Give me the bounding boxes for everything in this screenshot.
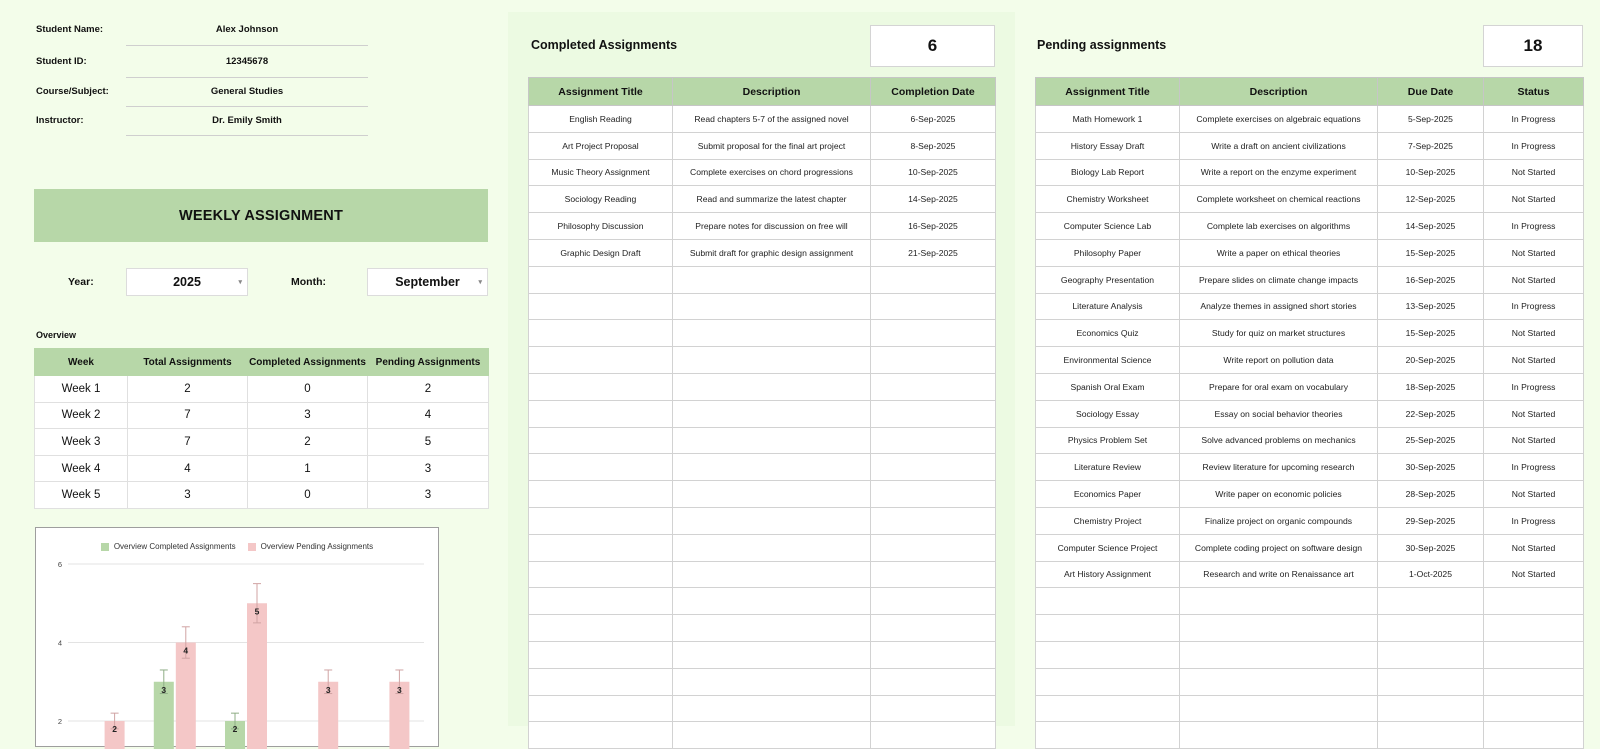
table-cell[interactable] bbox=[871, 454, 996, 481]
table-cell[interactable]: 2 bbox=[368, 376, 489, 403]
table-row bbox=[1036, 293, 1584, 320]
table-cell[interactable] bbox=[871, 320, 996, 347]
table-cell[interactable]: Write report on pollution data bbox=[1180, 347, 1378, 374]
column-header: Pending Assignments bbox=[368, 349, 489, 376]
completed-table bbox=[528, 77, 996, 749]
empty-table-row bbox=[529, 615, 996, 642]
table-row bbox=[1036, 266, 1584, 293]
column-header: Due Date bbox=[1378, 78, 1484, 106]
table-cell[interactable] bbox=[871, 507, 996, 534]
empty-table-row bbox=[1036, 668, 1584, 695]
table-cell[interactable] bbox=[529, 481, 673, 508]
empty-table-row bbox=[529, 534, 996, 561]
table-cell[interactable]: 1 bbox=[248, 455, 368, 482]
table-cell[interactable] bbox=[673, 561, 871, 588]
table-cell[interactable]: Essay on social behavior theories bbox=[1180, 400, 1378, 427]
column-header: Assignment Title bbox=[529, 78, 673, 106]
table-cell[interactable]: Philosophy Paper bbox=[1036, 239, 1180, 266]
month-value: September bbox=[395, 275, 460, 289]
svg-text:2: 2 bbox=[233, 724, 238, 734]
divider bbox=[126, 135, 368, 136]
table-row bbox=[1036, 213, 1584, 240]
table-cell[interactable] bbox=[673, 373, 871, 400]
table-cell[interactable]: 16-Sep-2025 bbox=[871, 213, 996, 240]
table-cell[interactable] bbox=[871, 266, 996, 293]
empty-table-row bbox=[529, 400, 996, 427]
table-cell[interactable]: In Progress bbox=[1484, 213, 1584, 240]
table-cell[interactable] bbox=[529, 427, 673, 454]
empty-table-row bbox=[529, 454, 996, 481]
column-header: Assignment Title bbox=[1036, 78, 1180, 106]
table-cell[interactable]: In Progress bbox=[1484, 454, 1584, 481]
table-cell[interactable]: 13-Sep-2025 bbox=[1378, 293, 1484, 320]
table-cell[interactable]: Chemistry Worksheet bbox=[1036, 186, 1180, 213]
table-row bbox=[1036, 132, 1584, 159]
chevron-down-icon: ▾ bbox=[478, 278, 482, 286]
svg-text:2: 2 bbox=[112, 724, 117, 734]
divider bbox=[126, 45, 368, 46]
table-header-row bbox=[35, 349, 489, 376]
table-row bbox=[35, 455, 489, 482]
table-cell[interactable]: 7 bbox=[128, 402, 248, 429]
table-cell[interactable]: Art Project Proposal bbox=[529, 132, 673, 159]
empty-table-row bbox=[529, 373, 996, 400]
table-row bbox=[35, 376, 489, 403]
table-cell[interactable] bbox=[529, 373, 673, 400]
instructor-value[interactable]: Dr. Emily Smith bbox=[126, 115, 368, 126]
table-cell[interactable] bbox=[1180, 668, 1378, 695]
table-cell[interactable]: 14-Sep-2025 bbox=[1378, 213, 1484, 240]
table-cell[interactable] bbox=[673, 641, 871, 668]
table-cell[interactable] bbox=[673, 427, 871, 454]
chevron-down-icon: ▾ bbox=[238, 278, 242, 286]
table-cell[interactable] bbox=[871, 373, 996, 400]
table-cell[interactable] bbox=[871, 561, 996, 588]
table-cell[interactable] bbox=[529, 400, 673, 427]
pending-title: Pending assignments bbox=[1037, 38, 1166, 52]
table-cell[interactable] bbox=[871, 481, 996, 508]
table-cell[interactable] bbox=[1484, 722, 1584, 749]
pending-count[interactable]: 18 bbox=[1483, 25, 1583, 67]
table-row bbox=[35, 402, 489, 429]
table-cell[interactable]: Complete exercises on chord progressions bbox=[673, 159, 871, 186]
table-cell[interactable]: Submit draft for graphic design assignment bbox=[673, 239, 871, 266]
table-cell[interactable]: 1-Oct-2025 bbox=[1378, 561, 1484, 588]
table-cell[interactable] bbox=[871, 615, 996, 642]
legend-label: Overview Completed Assignments bbox=[114, 542, 236, 551]
svg-text:2: 2 bbox=[58, 717, 62, 726]
table-cell[interactable] bbox=[1036, 668, 1180, 695]
divider bbox=[126, 106, 368, 107]
table-cell[interactable]: Math Homework 1 bbox=[1036, 106, 1180, 133]
table-cell[interactable] bbox=[871, 641, 996, 668]
empty-table-row bbox=[529, 347, 996, 374]
table-cell[interactable]: Submit proposal for the final art project bbox=[673, 132, 871, 159]
table-cell[interactable]: In Progress bbox=[1484, 507, 1584, 534]
table-row bbox=[1036, 239, 1584, 266]
table-cell[interactable]: Prepare notes for discussion on free will bbox=[673, 213, 871, 240]
table-cell[interactable]: Not Started bbox=[1484, 427, 1584, 454]
table-cell[interactable]: Not Started bbox=[1484, 347, 1584, 374]
table-cell[interactable]: Literature Analysis bbox=[1036, 293, 1180, 320]
table-cell[interactable] bbox=[529, 695, 673, 722]
table-row bbox=[529, 132, 996, 159]
table-cell[interactable] bbox=[673, 534, 871, 561]
empty-table-row bbox=[1036, 615, 1584, 642]
table-cell[interactable] bbox=[673, 722, 871, 749]
table-cell[interactable]: 25-Sep-2025 bbox=[1378, 427, 1484, 454]
overview-table bbox=[34, 348, 489, 509]
month-label: Month: bbox=[291, 276, 326, 288]
weekly-assignment-banner: WEEKLY ASSIGNMENT bbox=[34, 189, 488, 242]
table-cell[interactable]: Read and summarize the latest chapter bbox=[673, 186, 871, 213]
table-cell[interactable]: 10-Sep-2025 bbox=[1378, 159, 1484, 186]
table-header-row bbox=[529, 78, 996, 106]
table-row bbox=[1036, 481, 1584, 508]
table-cell[interactable]: In Progress bbox=[1484, 106, 1584, 133]
table-cell[interactable]: Research and write on Renaissance art bbox=[1180, 561, 1378, 588]
table-cell[interactable] bbox=[1036, 695, 1180, 722]
table-cell[interactable] bbox=[1036, 641, 1180, 668]
table-cell[interactable]: Biology Lab Report bbox=[1036, 159, 1180, 186]
table-cell[interactable]: 2 bbox=[128, 376, 248, 403]
chart-plot bbox=[36, 528, 440, 748]
table-cell[interactable]: Week 1 bbox=[35, 376, 128, 403]
legend-label: Overview Pending Assignments bbox=[261, 542, 374, 551]
svg-text:3: 3 bbox=[326, 685, 331, 695]
table-cell[interactable]: 0 bbox=[248, 482, 368, 509]
table-cell[interactable] bbox=[1484, 588, 1584, 615]
table-cell[interactable]: Chemistry Project bbox=[1036, 507, 1180, 534]
column-header: Description bbox=[673, 78, 871, 106]
table-row bbox=[1036, 427, 1584, 454]
empty-table-row bbox=[529, 641, 996, 668]
month-dropdown[interactable] bbox=[367, 268, 488, 296]
table-cell[interactable]: 6-Sep-2025 bbox=[871, 106, 996, 133]
student-name-label: Student Name: bbox=[36, 24, 103, 35]
table-cell[interactable] bbox=[673, 588, 871, 615]
table-cell[interactable] bbox=[673, 266, 871, 293]
table-cell[interactable] bbox=[1484, 668, 1584, 695]
table-cell[interactable]: 29-Sep-2025 bbox=[1378, 507, 1484, 534]
table-cell[interactable] bbox=[1378, 668, 1484, 695]
table-cell[interactable]: In Progress bbox=[1484, 293, 1584, 320]
table-header-row bbox=[1036, 78, 1584, 106]
table-cell[interactable] bbox=[529, 615, 673, 642]
table-cell[interactable] bbox=[871, 695, 996, 722]
table-cell[interactable] bbox=[673, 293, 871, 320]
empty-table-row bbox=[1036, 588, 1584, 615]
table-cell[interactable]: Spanish Oral Exam bbox=[1036, 373, 1180, 400]
table-cell[interactable]: Not Started bbox=[1484, 320, 1584, 347]
table-cell[interactable]: Economics Paper bbox=[1036, 481, 1180, 508]
table-row bbox=[35, 429, 489, 456]
empty-table-row bbox=[529, 481, 996, 508]
table-row bbox=[1036, 534, 1584, 561]
column-header: Status bbox=[1484, 78, 1584, 106]
table-cell[interactable] bbox=[1484, 695, 1584, 722]
table-cell[interactable] bbox=[673, 454, 871, 481]
pending-table bbox=[1035, 77, 1584, 749]
table-cell[interactable]: Sociology Essay bbox=[1036, 400, 1180, 427]
table-cell[interactable] bbox=[673, 507, 871, 534]
divider bbox=[126, 77, 368, 78]
table-cell[interactable] bbox=[871, 722, 996, 749]
table-row bbox=[1036, 561, 1584, 588]
empty-table-row bbox=[1036, 722, 1584, 749]
table-cell[interactable]: 16-Sep-2025 bbox=[1378, 266, 1484, 293]
instructor-label: Instructor: bbox=[36, 115, 84, 126]
table-cell[interactable] bbox=[529, 534, 673, 561]
table-cell[interactable]: Sociology Reading bbox=[529, 186, 673, 213]
table-row bbox=[529, 213, 996, 240]
empty-table-row bbox=[529, 561, 996, 588]
table-cell[interactable] bbox=[1378, 641, 1484, 668]
table-cell[interactable] bbox=[1036, 588, 1180, 615]
table-cell[interactable] bbox=[529, 507, 673, 534]
empty-table-row bbox=[529, 266, 996, 293]
table-cell[interactable]: In Progress bbox=[1484, 373, 1584, 400]
table-row bbox=[35, 482, 489, 509]
table-cell[interactable]: Study for quiz on market structures bbox=[1180, 320, 1378, 347]
table-cell[interactable] bbox=[871, 668, 996, 695]
table-cell[interactable] bbox=[673, 320, 871, 347]
table-cell[interactable] bbox=[1180, 641, 1378, 668]
overview-label: Overview bbox=[36, 330, 76, 340]
table-cell[interactable] bbox=[673, 347, 871, 374]
student-name-value[interactable]: Alex Johnson bbox=[126, 24, 368, 35]
table-cell[interactable]: 4 bbox=[128, 455, 248, 482]
table-cell[interactable]: Not Started bbox=[1484, 159, 1584, 186]
empty-table-row bbox=[1036, 641, 1584, 668]
table-cell[interactable] bbox=[529, 266, 673, 293]
table-cell[interactable]: Week 2 bbox=[35, 402, 128, 429]
table-cell[interactable]: Economics Quiz bbox=[1036, 320, 1180, 347]
table-cell[interactable]: Music Theory Assignment bbox=[529, 159, 673, 186]
table-cell[interactable]: 14-Sep-2025 bbox=[871, 186, 996, 213]
table-cell[interactable]: Not Started bbox=[1484, 400, 1584, 427]
table-cell[interactable]: In Progress bbox=[1484, 132, 1584, 159]
table-cell[interactable]: Philosophy Discussion bbox=[529, 213, 673, 240]
overview-bar-chart[interactable] bbox=[35, 527, 439, 747]
table-cell[interactable]: Week 3 bbox=[35, 429, 128, 456]
column-header: Completed Assignments bbox=[248, 349, 368, 376]
table-cell[interactable]: 5-Sep-2025 bbox=[1378, 106, 1484, 133]
table-cell[interactable] bbox=[529, 293, 673, 320]
course-value[interactable]: General Studies bbox=[126, 86, 368, 97]
table-row bbox=[529, 159, 996, 186]
column-header: Description bbox=[1180, 78, 1378, 106]
table-row bbox=[1036, 400, 1584, 427]
table-row bbox=[1036, 186, 1584, 213]
table-cell[interactable]: Complete worksheet on chemical reactions bbox=[1180, 186, 1378, 213]
table-cell[interactable]: Art History Assignment bbox=[1036, 561, 1180, 588]
table-cell[interactable] bbox=[1180, 588, 1378, 615]
year-value: 2025 bbox=[173, 275, 201, 289]
table-cell[interactable] bbox=[529, 641, 673, 668]
table-cell[interactable]: Geography Presentation bbox=[1036, 266, 1180, 293]
table-cell[interactable] bbox=[1378, 722, 1484, 749]
table-cell[interactable] bbox=[529, 347, 673, 374]
table-cell[interactable]: Computer Science Project bbox=[1036, 534, 1180, 561]
table-cell[interactable] bbox=[1036, 615, 1180, 642]
empty-table-row bbox=[529, 320, 996, 347]
table-cell[interactable]: Write a draft on ancient civilizations bbox=[1180, 132, 1378, 159]
table-cell[interactable]: Literature Review bbox=[1036, 454, 1180, 481]
table-cell[interactable]: Not Started bbox=[1484, 239, 1584, 266]
empty-table-row bbox=[1036, 695, 1584, 722]
empty-table-row bbox=[529, 293, 996, 320]
table-cell[interactable]: Analyze themes in assigned short stories bbox=[1180, 293, 1378, 320]
svg-text:4: 4 bbox=[183, 646, 188, 656]
svg-text:4: 4 bbox=[58, 639, 62, 648]
table-cell[interactable]: Not Started bbox=[1484, 481, 1584, 508]
column-header: Completion Date bbox=[871, 78, 996, 106]
year-dropdown[interactable] bbox=[126, 268, 248, 296]
table-cell[interactable]: 8-Sep-2025 bbox=[871, 132, 996, 159]
table-cell[interactable] bbox=[529, 722, 673, 749]
table-cell[interactable]: Computer Science Lab bbox=[1036, 213, 1180, 240]
table-cell[interactable] bbox=[1180, 722, 1378, 749]
empty-table-row bbox=[529, 695, 996, 722]
table-cell[interactable] bbox=[1378, 695, 1484, 722]
empty-table-row bbox=[529, 427, 996, 454]
table-cell[interactable]: 7 bbox=[128, 429, 248, 456]
table-cell[interactable] bbox=[529, 561, 673, 588]
table-cell[interactable]: 28-Sep-2025 bbox=[1378, 481, 1484, 508]
table-cell[interactable]: 18-Sep-2025 bbox=[1378, 373, 1484, 400]
table-cell[interactable]: Write paper on economic policies bbox=[1180, 481, 1378, 508]
completed-count[interactable]: 6 bbox=[870, 25, 995, 67]
table-cell[interactable] bbox=[673, 695, 871, 722]
table-cell[interactable] bbox=[673, 615, 871, 642]
table-cell[interactable]: Write a paper on ethical theories bbox=[1180, 239, 1378, 266]
table-cell[interactable]: Prepare for oral exam on vocabulary bbox=[1180, 373, 1378, 400]
table-cell[interactable] bbox=[1036, 722, 1180, 749]
table-cell[interactable] bbox=[673, 400, 871, 427]
table-cell[interactable]: 3 bbox=[128, 482, 248, 509]
table-cell[interactable]: History Essay Draft bbox=[1036, 132, 1180, 159]
table-cell[interactable]: 21-Sep-2025 bbox=[871, 239, 996, 266]
course-label: Course/Subject: bbox=[36, 86, 109, 97]
table-cell[interactable]: 0 bbox=[248, 376, 368, 403]
table-row bbox=[1036, 159, 1584, 186]
table-cell[interactable]: Write a report on the enzyme experiment bbox=[1180, 159, 1378, 186]
completed-title: Completed Assignments bbox=[531, 38, 677, 52]
column-header: Week bbox=[35, 349, 128, 376]
table-cell[interactable]: 30-Sep-2025 bbox=[1378, 534, 1484, 561]
table-cell[interactable] bbox=[673, 668, 871, 695]
table-cell[interactable]: Not Started bbox=[1484, 561, 1584, 588]
table-cell[interactable]: Review literature for upcoming research bbox=[1180, 454, 1378, 481]
student-id-label: Student ID: bbox=[36, 56, 87, 67]
empty-table-row bbox=[529, 722, 996, 749]
table-cell[interactable]: Complete lab exercises on algorithms bbox=[1180, 213, 1378, 240]
table-cell[interactable]: Not Started bbox=[1484, 534, 1584, 561]
table-cell[interactable] bbox=[1180, 615, 1378, 642]
table-cell[interactable]: Complete coding project on software design bbox=[1180, 534, 1378, 561]
table-cell[interactable]: 3 bbox=[368, 482, 489, 509]
table-cell[interactable]: 15-Sep-2025 bbox=[1378, 320, 1484, 347]
table-row bbox=[529, 106, 996, 133]
table-cell[interactable]: 20-Sep-2025 bbox=[1378, 347, 1484, 374]
table-cell[interactable]: Physics Problem Set bbox=[1036, 427, 1180, 454]
table-row bbox=[1036, 454, 1584, 481]
table-cell[interactable]: 3 bbox=[248, 402, 368, 429]
table-row bbox=[1036, 320, 1584, 347]
svg-text:3: 3 bbox=[397, 685, 402, 695]
table-cell[interactable]: 12-Sep-2025 bbox=[1378, 186, 1484, 213]
table-cell[interactable]: 3 bbox=[368, 455, 489, 482]
table-cell[interactable]: 5 bbox=[368, 429, 489, 456]
table-cell[interactable] bbox=[1180, 695, 1378, 722]
table-cell[interactable]: Read chapters 5-7 of the assigned novel bbox=[673, 106, 871, 133]
table-cell[interactable]: 2 bbox=[248, 429, 368, 456]
table-cell[interactable]: Not Started bbox=[1484, 266, 1584, 293]
table-cell[interactable] bbox=[871, 347, 996, 374]
table-cell[interactable]: 10-Sep-2025 bbox=[871, 159, 996, 186]
table-row bbox=[1036, 373, 1584, 400]
empty-table-row bbox=[529, 588, 996, 615]
svg-text:5: 5 bbox=[255, 606, 260, 616]
table-cell[interactable]: Finalize project on organic compounds bbox=[1180, 507, 1378, 534]
table-cell[interactable] bbox=[1378, 615, 1484, 642]
table-cell[interactable] bbox=[871, 293, 996, 320]
table-cell[interactable] bbox=[529, 320, 673, 347]
table-cell[interactable] bbox=[529, 454, 673, 481]
table-cell[interactable]: Graphic Design Draft bbox=[529, 239, 673, 266]
table-cell[interactable] bbox=[529, 588, 673, 615]
table-cell[interactable]: 22-Sep-2025 bbox=[1378, 400, 1484, 427]
table-cell[interactable] bbox=[1484, 641, 1584, 668]
table-cell[interactable] bbox=[1378, 588, 1484, 615]
table-cell[interactable]: Week 4 bbox=[35, 455, 128, 482]
table-cell[interactable] bbox=[871, 534, 996, 561]
table-cell[interactable]: Prepare slides on climate change impacts bbox=[1180, 266, 1378, 293]
table-cell[interactable]: 30-Sep-2025 bbox=[1378, 454, 1484, 481]
student-id-value[interactable]: 12345678 bbox=[126, 56, 368, 67]
table-cell[interactable]: Not Started bbox=[1484, 186, 1584, 213]
table-cell[interactable]: English Reading bbox=[529, 106, 673, 133]
table-cell[interactable]: 7-Sep-2025 bbox=[1378, 132, 1484, 159]
year-label: Year: bbox=[68, 276, 94, 288]
table-row bbox=[1036, 507, 1584, 534]
table-row bbox=[529, 186, 996, 213]
table-cell[interactable]: Complete exercises on algebraic equations bbox=[1180, 106, 1378, 133]
table-cell[interactable] bbox=[1484, 615, 1584, 642]
table-cell[interactable] bbox=[871, 400, 996, 427]
table-cell[interactable] bbox=[871, 427, 996, 454]
table-cell[interactable] bbox=[529, 668, 673, 695]
table-cell[interactable]: Environmental Science bbox=[1036, 347, 1180, 374]
table-row bbox=[1036, 347, 1584, 374]
table-row bbox=[1036, 106, 1584, 133]
empty-table-row bbox=[529, 668, 996, 695]
column-header: Total Assignments bbox=[128, 349, 248, 376]
svg-text:6: 6 bbox=[58, 560, 62, 569]
table-cell[interactable]: Solve advanced problems on mechanics bbox=[1180, 427, 1378, 454]
table-cell[interactable] bbox=[871, 588, 996, 615]
table-row bbox=[529, 239, 996, 266]
svg-text:3: 3 bbox=[161, 685, 166, 695]
table-cell[interactable] bbox=[673, 481, 871, 508]
empty-table-row bbox=[529, 507, 996, 534]
table-cell[interactable]: Week 5 bbox=[35, 482, 128, 509]
table-cell[interactable]: 15-Sep-2025 bbox=[1378, 239, 1484, 266]
table-cell[interactable]: 4 bbox=[368, 402, 489, 429]
